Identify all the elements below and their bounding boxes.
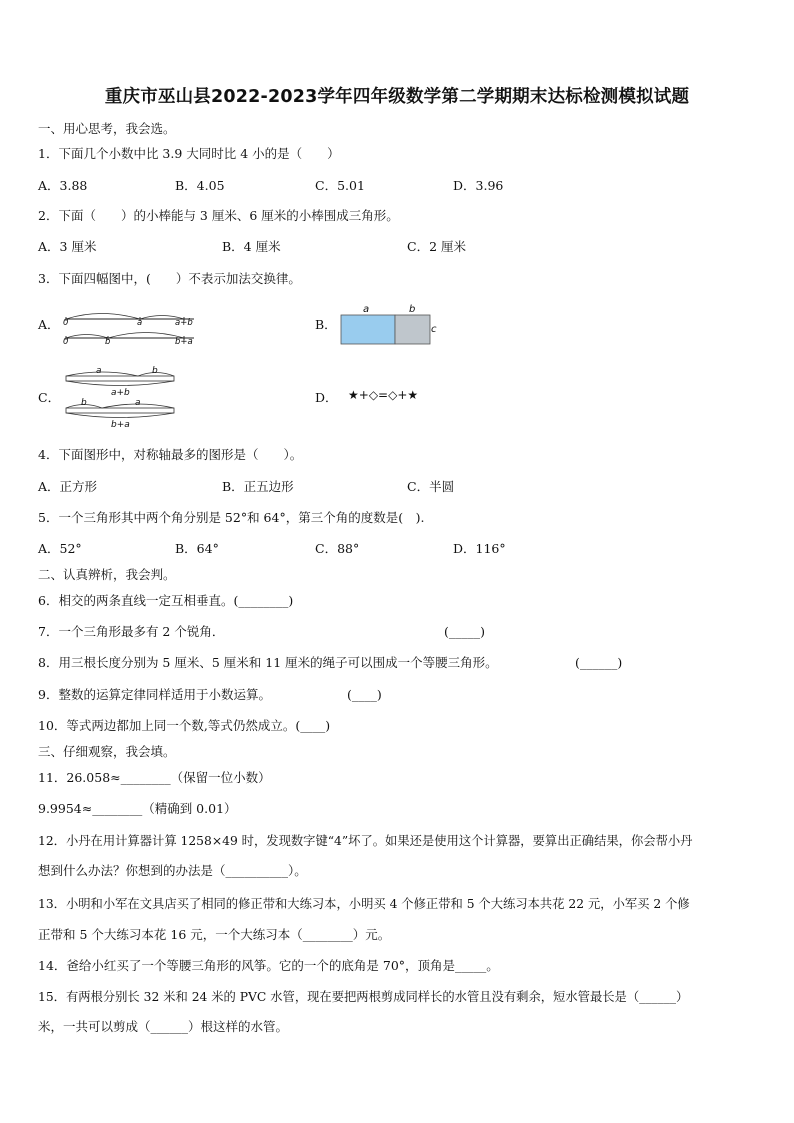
page-title: 重庆市巫山县2022-2023学年四年级数学第二学期期末达标检测模拟试题: [104, 87, 690, 107]
question-13-line-1: 13．小明和小军在文具店买了相同的修正带和大练习本，小明买 4 个修正带和 5 个大练习本共花 22 元，小军买 2 个修: [38, 897, 690, 911]
question-3-option-b: B．: [315, 317, 337, 332]
arc-a: [66, 314, 140, 320]
question-1-option-a: A．3.88: [38, 178, 88, 193]
fig-a-label-0-bottom: 0: [63, 337, 69, 347]
question-11-line-1: 11．26.058≈________（保留一位小数）: [38, 770, 271, 785]
fig-c-label-a2: a: [135, 398, 141, 408]
fig-b-label-c: c: [431, 324, 437, 335]
question-3-option-a: A．: [38, 317, 60, 332]
question-14: 14．爸给小红买了一个等腰三角形的风筝。它的一个的底角是 70°，顶角是_____。: [38, 958, 499, 973]
question-1-option-d: D．3.96: [453, 178, 504, 193]
fig-c-label-b: b: [152, 366, 158, 376]
question-6: 6．相交的两条直线一定互相垂直。(________): [38, 593, 294, 608]
figure-d-star-diamond-equation: ★+◇=◇+★: [348, 388, 419, 402]
fig-a-label-b: b: [105, 337, 111, 347]
question-2-option-a: A．3 厘米: [38, 239, 97, 254]
question-2-option-c: C．2 厘米: [407, 239, 466, 254]
fig-c-label-b2: b: [81, 398, 87, 408]
arc-b2: [66, 335, 108, 339]
question-10: 10．等式两边都加上同一个数,等式仍然成立。(____): [38, 718, 331, 733]
question-9: 9．整数的运算定律同样适用于小数运算。: [38, 687, 271, 702]
rect-a: [341, 315, 395, 344]
figure-b-rectangles: [338, 302, 448, 348]
question-13-line-2: 正带和 5 个大练习本花 16 元，一个大练习本（________）元。: [38, 927, 391, 942]
question-15-line-1: 15．有两根分别长 32 米和 24 米的 PVC 水管，现在要把两根剪成同样长的水管且没有剩余，短水管最长是（______）: [38, 990, 689, 1004]
section-heading-3: 三、仔细观察，我会填。: [38, 744, 176, 759]
question-1-stem: 1．下面几个小数中比 3.9 大同时比 4 小的是（ ）: [38, 146, 340, 161]
question-7-answer-blank: (_____): [444, 624, 486, 639]
question-5-option-b: B．64°: [175, 541, 219, 556]
fig-a-label-b-plus-a: b+a: [175, 337, 193, 347]
fig-a-label-a-plus-b: a+b: [175, 318, 193, 328]
rect-b: [395, 315, 430, 344]
question-5-option-c: C．88°: [315, 541, 360, 556]
figure-c-segment-bars: [62, 364, 182, 430]
fig-c-label-a: a: [96, 366, 102, 376]
question-5-stem: 5．一个三角形其中两个角分别是 52°和 64°，第三个角的度数是( ).: [38, 510, 425, 525]
question-8: 8．用三根长度分别为 5 厘米、5 厘米和 11 厘米的绳子可以围成一个等腰三角形。: [38, 655, 498, 670]
question-2-option-b: B．4 厘米: [222, 239, 281, 254]
question-4-option-b: B．正五边形: [222, 479, 294, 494]
question-9-answer-blank: (____): [347, 687, 382, 702]
question-3-option-d: D．: [315, 390, 338, 405]
question-1-option-b: B．4.05: [175, 178, 225, 193]
arc-a2: [108, 333, 184, 339]
section-heading-1: 一、用心思考，我会选。: [38, 121, 176, 136]
figure-a-number-lines: [60, 303, 200, 351]
question-3-stem: 3．下面四幅图中，( ）不表示加法交换律。: [38, 271, 301, 286]
question-5-option-a: A．52°: [38, 541, 82, 556]
question-3-option-c: C．: [38, 390, 61, 405]
fig-c-label-a-plus-b: a+b: [111, 388, 130, 398]
question-8-answer-blank: (______): [575, 655, 623, 670]
fig-b-label-a: a: [363, 304, 370, 315]
question-4-stem: 4．下面图形中，对称轴最多的图形是（ ）。: [38, 447, 303, 462]
fig-a-label-0: 0: [63, 318, 69, 328]
question-4-option-a: A．正方形: [38, 479, 98, 494]
fig-b-label-b: b: [409, 304, 416, 315]
question-2-stem: 2．下面（ ）的小棒能与 3 厘米、6 厘米的小棒围成三角形。: [38, 208, 399, 223]
bar-top: [66, 376, 174, 381]
section-heading-2: 二、认真辨析，我会判。: [38, 567, 176, 582]
question-5-option-d: D．116°: [453, 541, 506, 556]
question-12-line-2: 想到什么办法？你想到的办法是（__________）。: [38, 863, 307, 878]
question-12-line-1: 12．小丹在用计算器计算 1258×49 时，发现数字键“4”坏了。如果还是使用这个计算器，要算出正确结果，你会帮小丹: [38, 834, 693, 848]
fig-c-label-b-plus-a: b+a: [111, 420, 130, 430]
question-1-option-c: C．5.01: [315, 178, 365, 193]
fig-a-label-a: a: [137, 318, 143, 328]
question-11-line-2: 9.9954≈________（精确到 0.01）: [38, 801, 237, 816]
question-7: 7．一个三角形最多有 2 个锐角．: [38, 624, 225, 639]
question-4-option-c: C．半圆: [407, 479, 455, 494]
question-15-line-2: 米，一共可以剪成（______）根这样的水管。: [38, 1019, 289, 1034]
